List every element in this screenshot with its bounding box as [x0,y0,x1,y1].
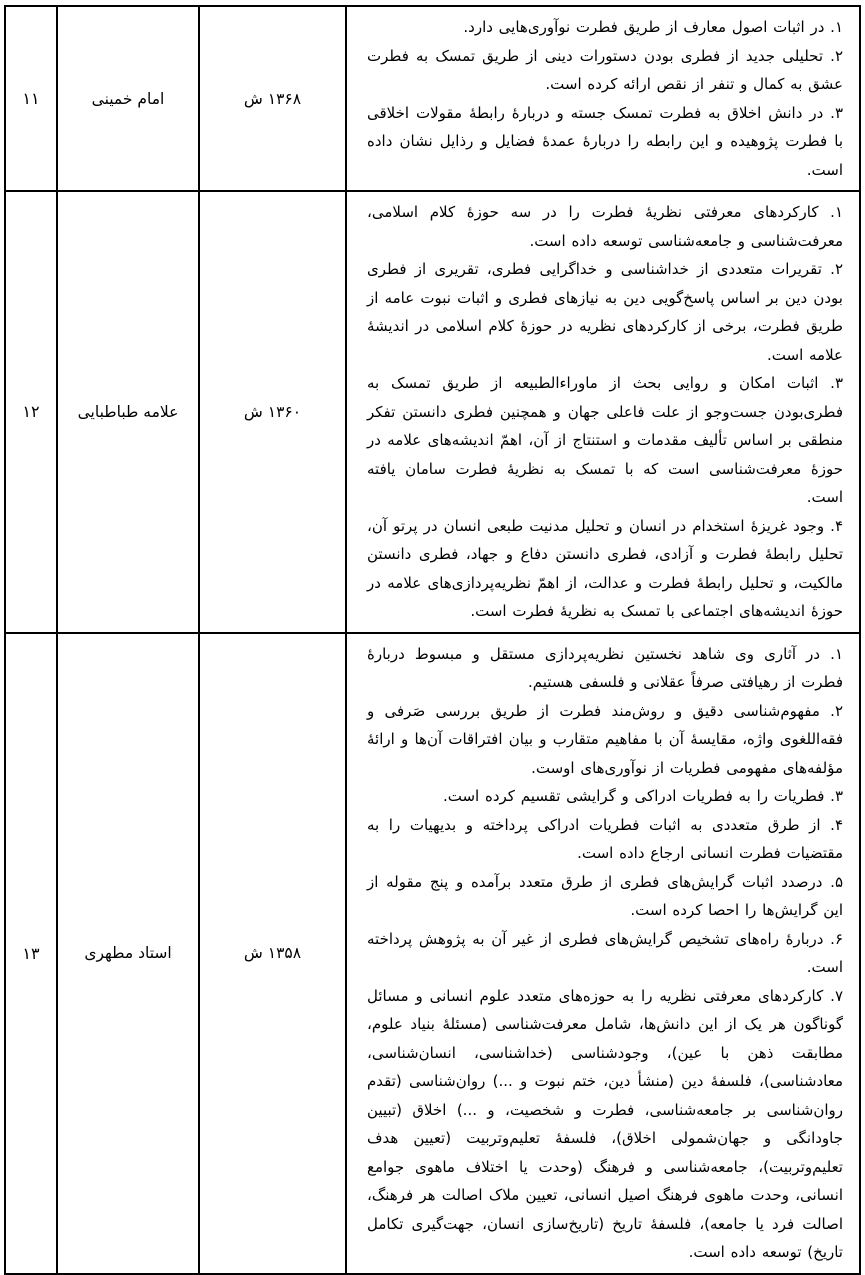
cell-name: امام خمینی [57,6,199,191]
point-item: ۲. تقریرات متعددی از خداشناسی و خداگرایی فطری، تقریری از فطری بودن دین بر اساس پاسخ‌گویی دین به نیازهای فطری و اثبات نبوت عامه از طریق فطرت، برخی از کارکردهای نظریه در حوزهٔ کلام اسلامی در اندیشهٔ علامه است. [367,260,843,364]
table-row [5,6,860,191]
cell-name: علامه طباطبایی [57,191,199,633]
cell-date: ۱۳۵۸ ش [199,633,346,1274]
point-item: ۶. دربارهٔ راه‌های تشخیص گرایش‌های فطری از غیر آن به پژوهش پرداخته است. [367,929,843,976]
cell-number: ۱۲ [5,191,57,633]
point-item: ۷. کارکردهای معرفتی نظریه را به حوزه‌های متعدد علوم انسانی و مسائل گوناگون هر یک از این دانش‌ها، شامل معرفت‌شناسی (مسئلهٔ بنیاد علوم، مطابقت ذهن با عین)، وجودشناسی (خداشناسی، انسان‌شناسی، معادشناسی)، فلسفهٔ دین (منشأ دین، ختم نبوت و ...) روان‌شناسی (تقدم روان‌شناسی بر جامعه‌شناسی، فطرت و شخصیت، و ...) اخلاق (تبیین جاودانگی و جهان‌شمولی اخلاق)، فلسفهٔ تعلیم‌وتربیت (تعیین هدف تعلیم‌وتربیت)، جامعه‌شناسی و فرهنگ (وحدت یا اختلاف ماهوی جوامع انسانی، وحدت ماهوی فرهنگ اصیل انسانی، تعیین ملاک اصالت هر فرهنگ، اصالت فرد یا جامعه)، فلسفهٔ تاریخ (تاریخ‌سازی انسان، جهت‌گیری تکامل تاریخ) توسعه داده است. [367,986,843,1261]
point-item: ۱. کارکردهای معرفتی نظریهٔ فطرت را در سه حوزهٔ کلام اسلامی، معرفت‌شناسی و جامعه‌شناسی توسعه داده است. [367,203,843,250]
comparison-table [4,5,861,1275]
cell-points [346,191,860,633]
point-item: ۴. وجود غریزهٔ استخدام در انسان و تحلیل مدنیت طبعی انسان در پرتو آن، تحلیل رابطهٔ فطرت و آزادی، فطری دانستن دفاع و جهاد، فطری دانستن مالکیت، و تحلیل رابطهٔ فطرت و عدالت، از اهمّ نظریه‌پردازی‌های علامه در حوزهٔ اندیشه‌های اجتماعی با تمسک به نظریهٔ فطرت است. [367,516,843,620]
cell-points [346,6,860,191]
point-item: ۵. درصدد اثبات گرایش‌های فطری از طرق متعدد برآمده و پنج مقوله از این گرایش‌ها را احصا کرده است. [367,872,843,919]
point-item: ۳. در دانش اخلاق به فطرت تمسک جسته و دربارهٔ رابطهٔ مقولات اخلاقی با فطرت پژوهیده و این رابطه را دربارهٔ عمدهٔ فضایل و رذایل نشان داده است. [367,103,843,179]
table-row [5,633,860,1274]
point-item: ۱. در آثاری وی شاهد نخستین نظریه‌پردازی مستقل و مبسوط دربارهٔ فطرت از رهیافتی صرفاً عقلانی و فلسفی هستیم. [367,644,843,691]
point-item: ۳. فطریات را به فطریات ادراکی و گرایشی تقسیم کرده است. [442,787,843,805]
cell-number: ۱۱ [5,6,57,191]
point-item: ۲. مفهوم‌شناسی دقیق و روش‌مند فطرت از طریق بررسی صَرفی و فقه‌اللغوی واژه، مقایسهٔ آن با مفاهیم متقارب و بیان افتراقات آن‌ها و ارائهٔ مؤلفه‌های مفهومی فطریات از نوآوری‌های اوست. [367,701,843,777]
point-item: ۲. تحلیلی جدید از فطری بودن دستورات دینی از طریق تمسک به فطرت عشق به کمال و تنفر از نقص ارائه کرده است. [367,46,843,93]
point-item: ۱. در اثبات اصول معارف از طریق فطرت نوآوری‌هایی دارد. [463,18,843,36]
cell-date: ۱۳۶۸ ش [199,6,346,191]
cell-number: ۱۳ [5,633,57,1274]
point-item: ۴. از طرق متعددی به اثبات فطریات ادراکی پرداخته و بدیهیات را به مقتضیات فطرت انسانی ارجاع داده است. [367,815,843,862]
table-body [5,6,860,1274]
cell-date: ۱۳۶۰ ش [199,191,346,633]
point-item: ۳. اثبات امکان و روایی بحث از ماوراءالطبیعه از طریق تمسک به فطری‌بودن جست‌وجو از علت فاعلی جهان و همچنین فطری دانستن تفکر منطقی بر اساس تألیف مقدمات و استنتاج از آن، اهمّ اندیشه‌های علامه در حوزهٔ معرفت‌شناسی است که با تمسک به نظریهٔ فطرت سامان یافته است. [367,374,843,506]
cell-name: استاد مطهری [57,633,199,1274]
cell-points [346,633,860,1274]
table-row [5,191,860,633]
